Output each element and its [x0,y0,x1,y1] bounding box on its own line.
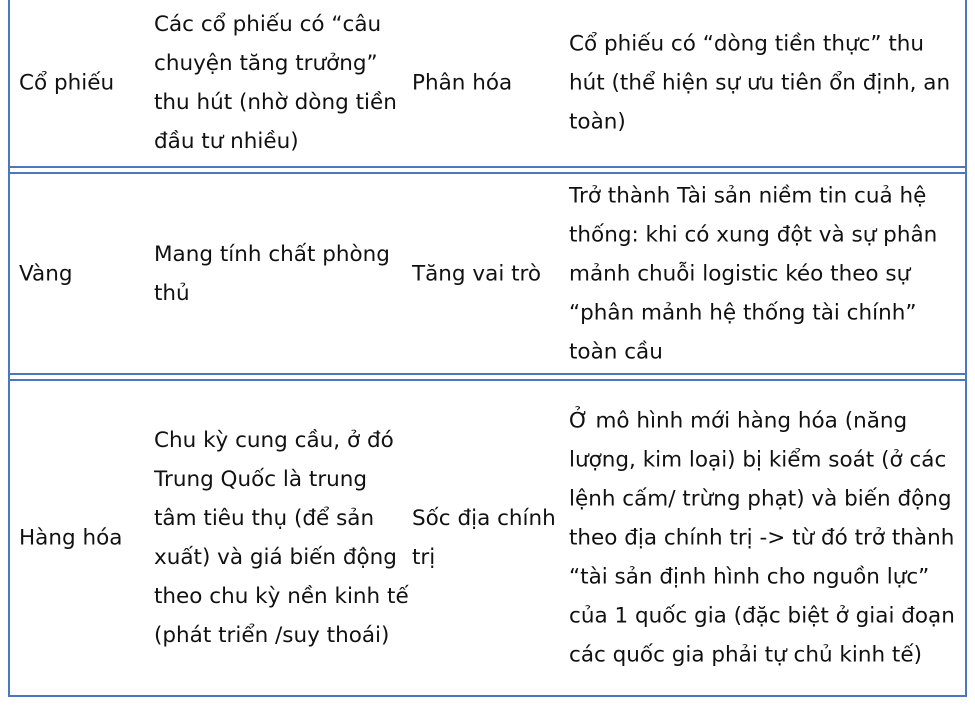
cell-asset: Hàng hóa [19,525,123,551]
row-divider [10,373,965,375]
cell-old-role: Chu kỳ cung cầu, ở đó Trung Quốc là trung tâm tiêu thụ (để sản xuất) và giá biến động theo chu kỳ nền kinh tế (phát triển /suy thoái) [154,428,409,648]
row-divider [10,166,965,168]
cell-change: Sốc địa chính trị [412,506,556,570]
cell-old-role: Các cổ phiếu có “câu chuyện tăng trưởng” thu hút (nhờ dòng tiền đầu tư nhiều) [154,12,397,154]
cell-change: Phân hóa [412,70,513,96]
cell-new-role: Cổ phiếu có “dòng tiền thực” thu hút (thể hiện sự ưu tiên ổn định, an toàn) [569,31,951,135]
table-row [10,0,965,166]
table-row [10,174,965,373]
cell-asset: Cổ phiếu [19,70,115,96]
cell-old-role: Mang tính chất phòng thủ [154,241,390,306]
cell-new-role: Trở thành Tài sản niềm tin cuả hệ thống: khi có xung đột và sự phân mảnh chuỗi logistic kéo theo sự “phân mảnh hệ thống tài chính” toàn cầu [569,183,938,364]
table-row [10,381,965,695]
asset-comparison-table [8,0,967,697]
cell-change: Tăng vai trò [412,261,542,286]
cell-new-role: Ở mô hình mới hàng hóa (năng lượng, kim loại) bị kiểm soát (ở các lệnh cấm/ trừng phạt) và biến động theo địa chính trị -> từ đó trở thành “tài sản định hình cho nguồn lực” của 1 quốc gia (đặc biệt ở giai đoạn các quốc gia phải tự chủ kinh tế) [569,408,955,668]
cell-asset: Vàng [19,261,73,286]
